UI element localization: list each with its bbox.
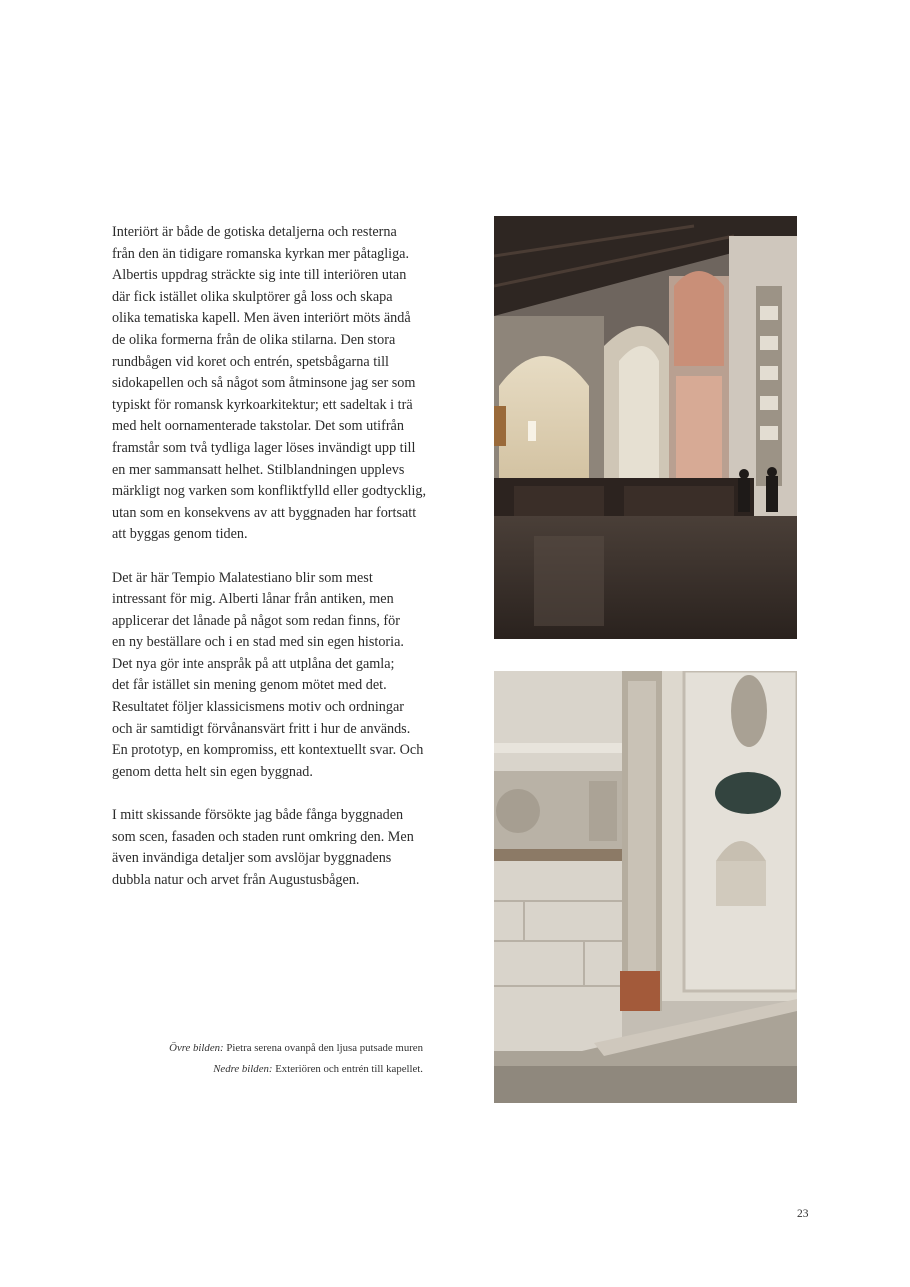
photo-captions [169, 1038, 423, 1080]
caption-bottom-label: Nedre bilden: [213, 1063, 273, 1075]
caption-top-photo [169, 1038, 423, 1059]
page-number: 23 [797, 1208, 809, 1220]
photo-chapel-exterior-entrance [494, 671, 797, 1103]
caption-top-label: Övre bilden: [169, 1042, 224, 1054]
paragraph-tempio: Det är här Tempio Malatestiano blir som mest intressant för mig. Alberti lånar från antiken, men applicerar det lånade på något som redan finns, för en ny beställare och i en stad med sin egen historia. Det nya gör inte anspråk på att utplåna det gamla; det får istället sin mening genom mötet med det. Resultatet följer klassicismens motiv och ordningar och är samtidigt förvånansvärt fritt i hur de används. En prototyp, en kompromiss, ett kontextuellt svar. Och genom detta helt sin egen byggnad. [112, 569, 424, 780]
paragraph-interior: Interiört är både de gotiska detaljerna och resterna från den än tidigare romanska kyrkan mer påtagliga. Albertis uppdrag sträckte sig inte till interiören utan där fick istället olika skulptörer gå loss och skapa olika tematiska kapell. Men även interiört möts ändå de olika formerna från de olika stilarna. Den stora rundbågen vid koret och entrén, spetsbågarna till sidokapellen och så något som åtminsone jag ser som typiskt för romansk kyrkoarkitektur; ett sadeltak i trä med helt oornamenterade takstolar. Det som utifrån framstår som två tydliga lager löses invändigt upp till en mer sammansatt helhet. Stilblandningen upplevs märkligt nog varken som konfliktfylld eller godtycklig, utan som en konsekvens av att byggnaden har fortsatt att byggas genom tiden. [112, 224, 427, 543]
caption-bottom-photo [169, 1059, 423, 1080]
caption-top-text: Pietra serena ovanpå den ljusa putsade muren [223, 1042, 423, 1054]
body-text-column [112, 222, 457, 913]
caption-bottom-text: Exteriören och entrén till kapellet. [272, 1063, 423, 1075]
photo-church-interior [494, 216, 797, 639]
paragraph-sketching: I mitt skissande försökte jag både fånga byggnaden som scen, fasaden och staden runt omkring den. Men även invändiga detaljer som avslöjar byggnadens dubbla natur och arvet från Augustusbågen. [112, 807, 414, 888]
